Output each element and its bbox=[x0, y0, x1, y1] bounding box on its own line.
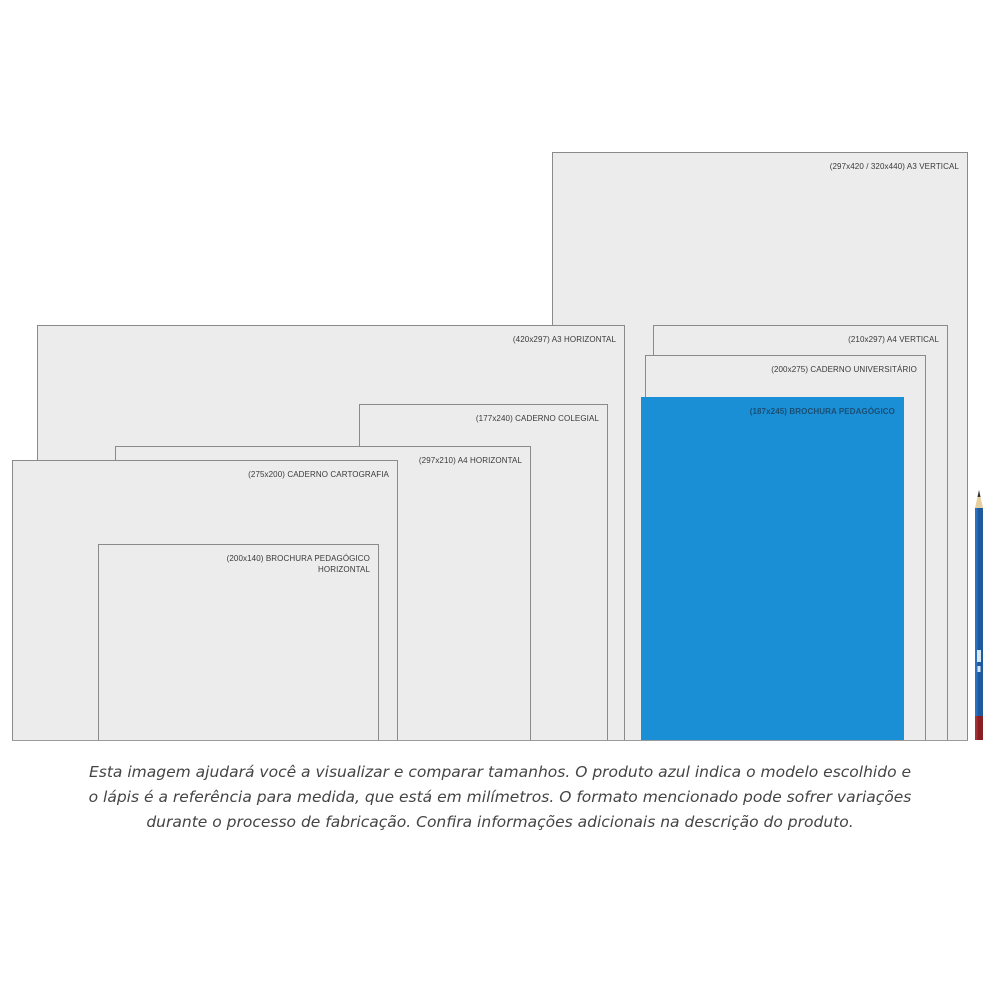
sheet-label: (275x200) CADERNO CARTOGRAFIA bbox=[248, 470, 389, 479]
sheet-label: (210x297) A4 VERTICAL bbox=[848, 335, 939, 344]
sheet-label: (177x240) CADERNO COLEGIAL bbox=[475, 414, 599, 423]
baseline-divider bbox=[12, 740, 968, 741]
caption-text bbox=[40, 760, 960, 835]
sheet-label: (297x420 / 320x440) A3 VERTICAL bbox=[829, 162, 959, 171]
caption-line: durante o processo de fabricação. Confira informações adicionais na descrição do produto. bbox=[146, 813, 854, 831]
sheet-label: (200x140) BROCHURA PEDAGÓGICO HORIZONTAL bbox=[226, 554, 370, 574]
sheet-brochura-pedagogico-horizontal bbox=[98, 544, 379, 741]
pencil-icon bbox=[968, 490, 990, 742]
sheet-brochura-pedagogico-selected bbox=[641, 397, 904, 741]
sheet-label: (297x210) A4 HORIZONTAL bbox=[418, 456, 522, 465]
sheet-label: (187x245) BROCHURA PEDAGÓGICO bbox=[749, 407, 895, 416]
sheet-label: (200x275) CADERNO UNIVERSITÁRIO bbox=[771, 365, 917, 374]
caption-line: o lápis é a referência para medida, que está em milímetros. O formato mencionado pode sofrer variações bbox=[88, 788, 912, 806]
sheet-label: (420x297) A3 HORIZONTAL bbox=[512, 335, 616, 344]
caption-line: Esta imagem ajudará você a visualizar e comparar tamanhos. O produto azul indica o modelo escolhido e bbox=[88, 763, 912, 781]
